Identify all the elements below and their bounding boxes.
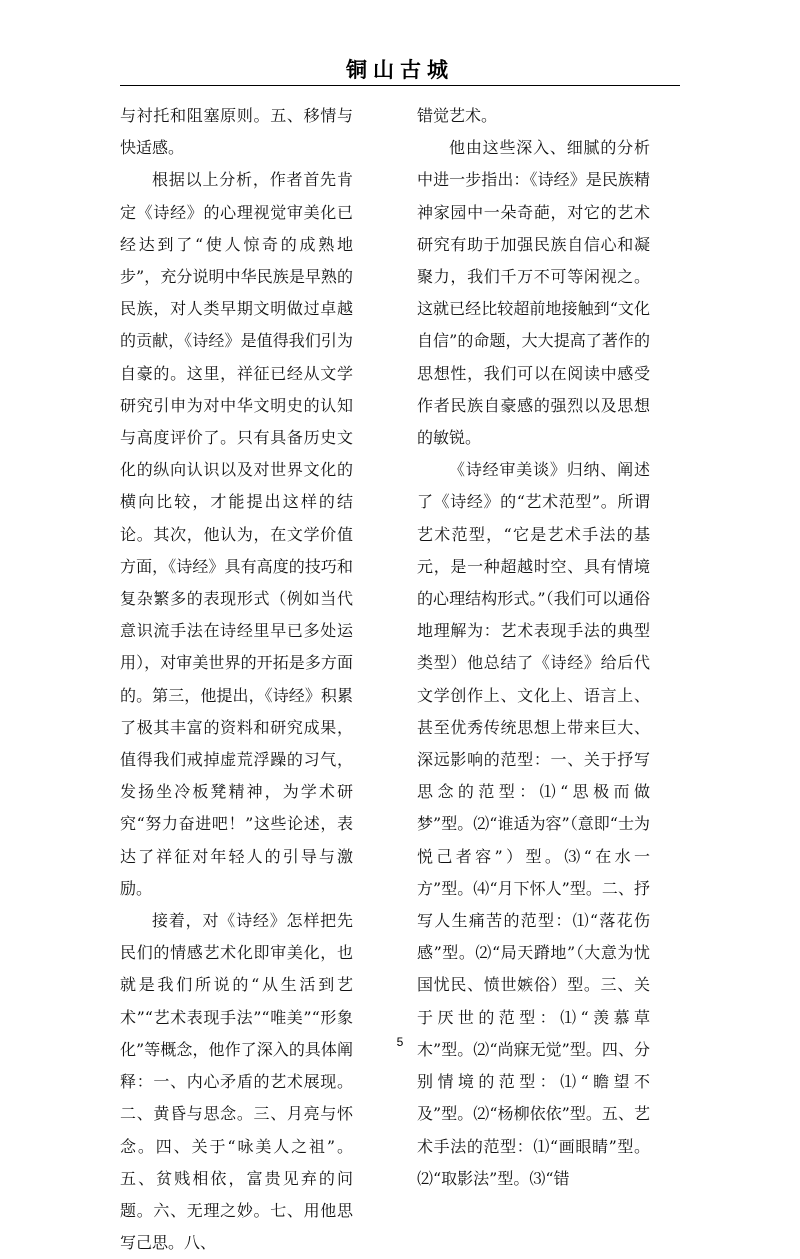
left-column	[120, 100, 353, 1259]
paragraph: 接着，对《诗经》怎样把先民们的情感艺术化即审美化，也就是我们所说的“从生活到艺术”“艺术表现手法”“唯美”“形象化”等概念，他作了深入的具体阐释：一、内心矛盾的艺术展现。二、黄昏与思念。三、月亮与怀念。四、关于“咏美人之祖”。五、贫贱相依，富贵见弃的问题。六、无理之妙。七、用他思写己思。八、	[120, 911, 353, 1253]
masthead-title: 铜山古城	[346, 57, 454, 82]
header-rule	[120, 85, 680, 86]
page-number: 5	[396, 1035, 404, 1049]
paragraph: 根据以上分析，作者首先肯定《诗经》的心理视觉审美化已经达到了“使人惊奇的成熟地步”，充分说明中华民族是早熟的民族，对人类早期文明做过卓越的贡献，《诗经》是值得我们引为自豪的。这里，祥征已经从文学研究引申为对中华文明史的认知与高度评价了。只有具备历史文化的纵向认识以及对世界文化的横向比较，才能提出这样的结论。其次，他认为，在文学价值方面，《诗经》具有高度的技巧和复杂繁多的表现形式（例如当代意识流手法在诗经里早已多处运用），对审美世界的开拓是多方面的。第三，他提出，《诗经》积累了极其丰富的资料和研究成果，值得我们戒掉虚荒浮躁的习气，发扬坐冷板凳精神，为学术研究“努力奋进吧！”这些论述，表达了祥征对年轻人的引导与激励。	[120, 170, 353, 898]
paragraph: 与衬托和阻塞原则。五、移情与快适感。	[120, 106, 353, 158]
paragraph: 《诗经审美谈》归纳、阐述了《诗经》的“艺术范型”。所谓艺术范型，“它是艺术手法的基元，是一种超越时空、具有情境的心理结构形式。”（我们可以通俗地理解为：艺术表现手法的典型类型）他总结了《诗经》给后代文学创作上、文化上、语言上、甚至优秀传统思想上带来巨大、深远影响的范型：一、关于抒写思念的范型：⑴“思极而做梦”型。⑵“谁适为容”（意即“士为悦己者容”）型。⑶“在水一方”型。⑷“月下怀人”型。二、抒写人生痛苦的范型：⑴“落花伤感”型。⑵“局天蹐地”（大意为忧国忧民、愤世嫉俗）型。三、关于厌世的范型：⑴“羡慕草木”型。⑵“尚寐无觉”型。四、分别情境的范型：⑴“瞻望不及”型。⑵“杨柳依依”型。五、艺术手法的范型：⑴“画眼睛”型。⑵“取影法”型。⑶“错	[417, 460, 650, 1188]
paragraph: 他由这些深入、细腻的分析中进一步指出：《诗经》是民族精神家园中一朵奇葩，对它的艺术研究有助于加强民族自信心和凝聚力，我们千万不可等闲视之。这就已经比较超前地接触到“文化自信”的命题，大大提高了著作的思想性，我们可以在阅读中感受作者民族自豪感的强烈以及思想的敏锐。	[417, 138, 650, 448]
right-column	[417, 100, 650, 1195]
paragraph: 错觉艺术。	[417, 106, 498, 125]
